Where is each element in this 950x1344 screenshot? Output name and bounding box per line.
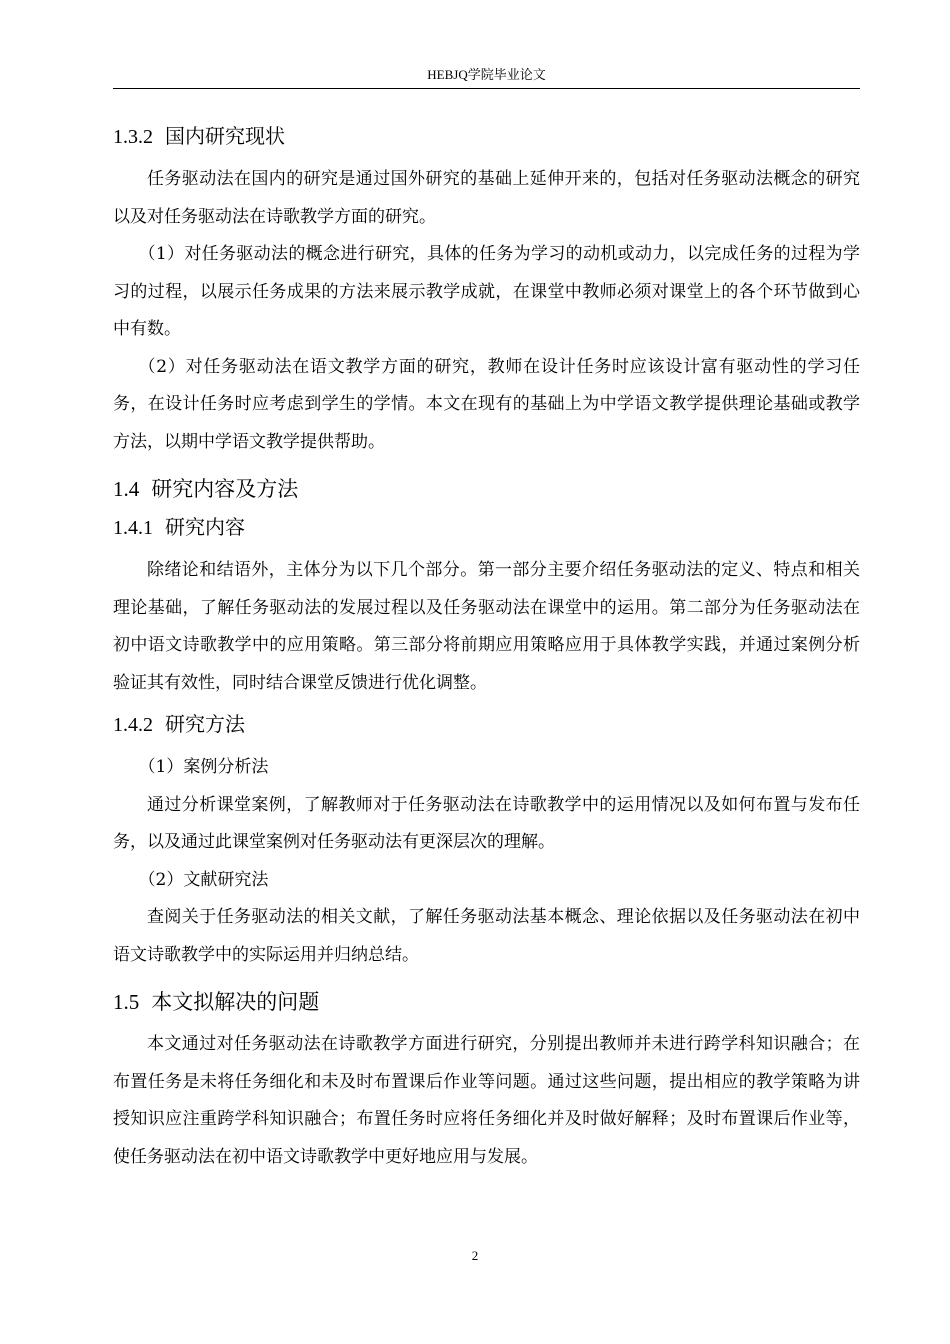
paragraph: 查阅关于任务驱动法的相关文献，了解任务驱动法基本概念、理论依据以及任务驱动法在初中语文诗歌教学中的实际运用并归纳总结。 [113,907,860,965]
heading-1-4 [113,475,860,503]
heading-number: 1.4.1 [113,517,153,539]
header-rule [113,88,860,89]
heading-title: 研究内容 [165,515,245,539]
paragraph: （1）对任务驱动法的概念进行研究，具体的任务为学习的动机或动力，以完成任务的过程为学习的过程，以展示任务成果的方法来展示教学成就，在课堂中教师必须对课堂上的各个环节做到心中有数。 [113,244,860,339]
method-label: （2）文献研究法 [138,869,269,890]
heading-title: 本文拟解决的问题 [151,990,320,1014]
heading-1-4-1 [113,513,860,542]
heading-title: 研究内容及方法 [151,477,299,501]
paragraph: 通过分析课堂案例，了解教师对于任务驱动法在诗歌教学中的运用情况以及如何布置与发布任务，以及通过此课堂案例对任务驱动法有更深层次的理解。 [113,794,860,852]
paragraph: 任务驱动法在国内的研究是通过国外研究的基础上延伸开来的，包括对任务驱动法概念的研究以及对任务驱动法在诗歌教学方面的研究。 [113,169,860,227]
paragraph: （2）对任务驱动法在语文教学方面的研究，教师在设计任务时应该设计富有驱动性的学习任务，在设计任务时应考虑到学生的学情。本文在现有的基础上为中学语文教学提供理论基础或教学方法，以期中学语文教学提供帮助。 [113,356,860,452]
heading-title: 研究方法 [165,712,245,736]
heading-number: 1.3.2 [113,126,153,148]
heading-number: 1.4 [113,477,140,501]
paragraph: 本文通过对任务驱动法在诗歌教学方面进行研究，分别提出教师并未进行跨学科知识融合；在布置任务是未将任务细化和未及时布置课后作业等问题。通过这些问题，提出相应的教学策略为讲授知识应注重跨学科知识融合；布置任务时应将任务细化并及时做好解释；及时布置课后作业等，使任务驱动法在初中语文诗歌教学中更好地应用与发展。 [113,1034,860,1167]
heading-1-5 [113,988,860,1016]
page-number: 2 [471,1248,479,1263]
page-content [113,118,860,1176]
heading-1-3-2 [113,122,860,151]
paragraph: 除绪论和结语外，主体分为以下几个部分。第一部分主要介绍任务驱动法的定义、特点和相关理论基础，了解任务驱动法的发展过程以及任务驱动法在课堂中的运用。第二部分为任务驱动法在初中语文诗歌教学中的应用策略。第三部分将前期应用策略应用于具体教学实践，并通过案例分析验证其有效性，同时结合课堂反馈进行优化调整。 [113,560,860,693]
heading-number: 1.4.2 [113,714,153,736]
heading-number: 1.5 [113,990,140,1014]
running-header: HEBJQ学院毕业论文 [427,67,546,82]
heading-1-4-2 [113,710,860,739]
heading-title: 国内研究现状 [165,124,285,148]
method-label: （1）案例分析法 [138,757,269,777]
